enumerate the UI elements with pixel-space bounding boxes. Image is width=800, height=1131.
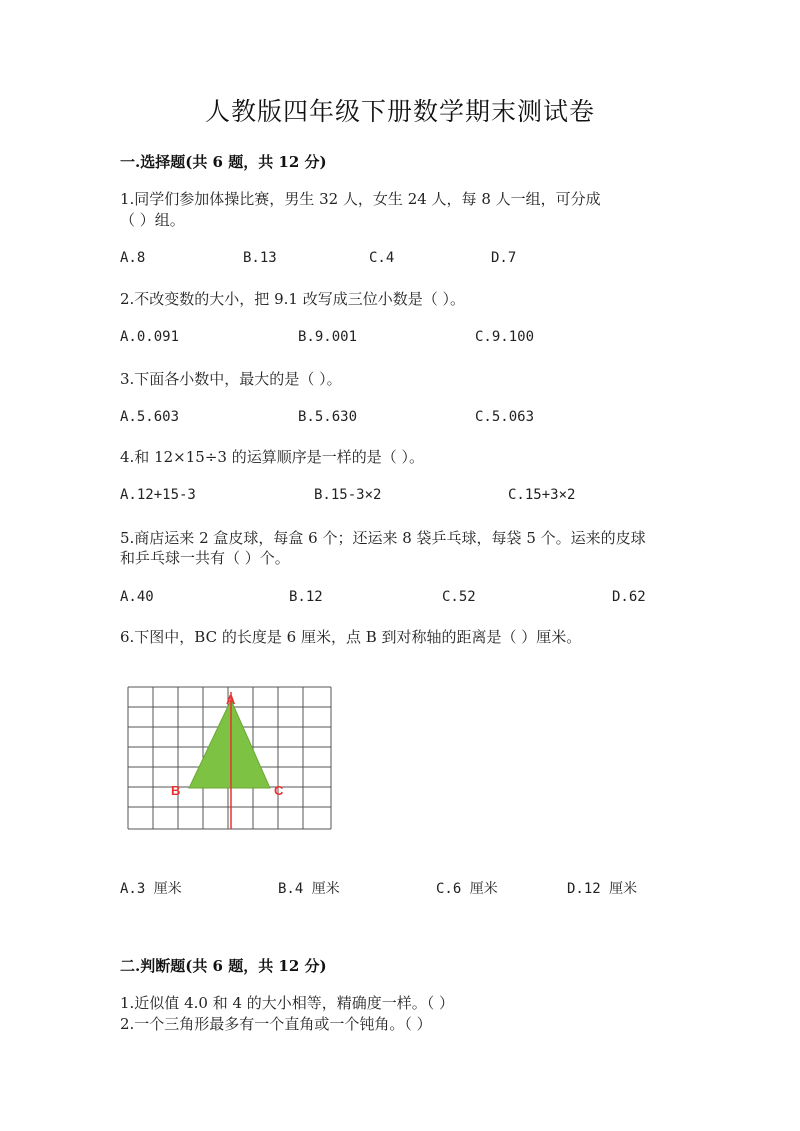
question-1-option-c: C.4	[369, 250, 395, 266]
question-1-line-1: 1.同学们参加体操比赛，男生 32 人，女生 24 人，每 8 人一组，可分成	[120, 190, 601, 208]
question-2-line-1: 2.不改变数的大小，把 9.1 改写成三位小数是（ ）。	[120, 290, 465, 308]
question-3-option-a: A.5.603	[120, 409, 180, 425]
question-1-line-2: （ ）组。	[120, 211, 185, 229]
question-1-option-d: D.7	[491, 250, 517, 266]
question-2-option-a: A.0.091	[120, 329, 180, 345]
question-6-option-c: C.6 厘米	[436, 881, 498, 897]
question-5-option-a: A.40	[120, 589, 154, 605]
question-2-option-c: C.9.100	[475, 329, 535, 345]
judgement-item-2: 2.一个三角形最多有一个直角或一个钝角。（ ）	[120, 1015, 432, 1033]
page-title: 人教版四年级下册数学期末测试卷	[204, 97, 595, 126]
question-4-option-a: A.12+15-3	[120, 487, 196, 503]
question-2-option-b: B.9.001	[298, 329, 358, 345]
label-c: C	[274, 783, 284, 798]
triangle-grid-figure	[127, 686, 333, 832]
question-3-option-c: C.5.063	[475, 409, 535, 425]
question-6-line-1: 6.下图中，BC 的长度是 6 厘米，点 B 到对称轴的距离是（ ）厘米。	[120, 628, 582, 646]
label-b: B	[171, 783, 181, 798]
question-5-option-c: C.52	[442, 589, 476, 605]
question-5-option-b: B.12	[289, 589, 323, 605]
question-1-option-b: B.13	[243, 250, 277, 266]
question-3-line-1: 3.下面各小数中，最大的是（ ）。	[120, 370, 342, 388]
question-5-line-2: 和乒乓球一共有（ ）个。	[120, 549, 290, 567]
triangle-abc	[189, 700, 270, 788]
section-heading-judgement: 二.判断题(共 6 题，共 12 分)	[120, 957, 327, 975]
triangle-grid-svg	[127, 686, 333, 832]
question-5-line-1: 5.商店运来 2 盒皮球，每盒 6 个；还运来 8 袋乒乓球，每袋 5 个。运来的皮球	[120, 529, 646, 547]
question-3-option-b: B.5.630	[298, 409, 358, 425]
question-4-line-1: 4.和 12×15÷3 的运算顺序是一样的是（ ）。	[120, 448, 424, 466]
question-4-option-c: C.15+3×2	[508, 487, 576, 503]
question-6-option-d: D.12 厘米	[567, 881, 638, 897]
question-6-option-b: B.4 厘米	[278, 881, 340, 897]
question-6-option-a: A.3 厘米	[120, 881, 182, 897]
question-5-option-d: D.62	[612, 589, 646, 605]
judgement-item-1: 1.近似值 4.0 和 4 的大小相等，精确度一样。（ ）	[120, 994, 455, 1012]
section-heading-choice: 一.选择题(共 6 题，共 12 分)	[120, 153, 327, 171]
label-a: A	[226, 692, 236, 707]
question-4-option-b: B.15-3×2	[314, 487, 382, 503]
question-1-option-a: A.8	[120, 250, 146, 266]
